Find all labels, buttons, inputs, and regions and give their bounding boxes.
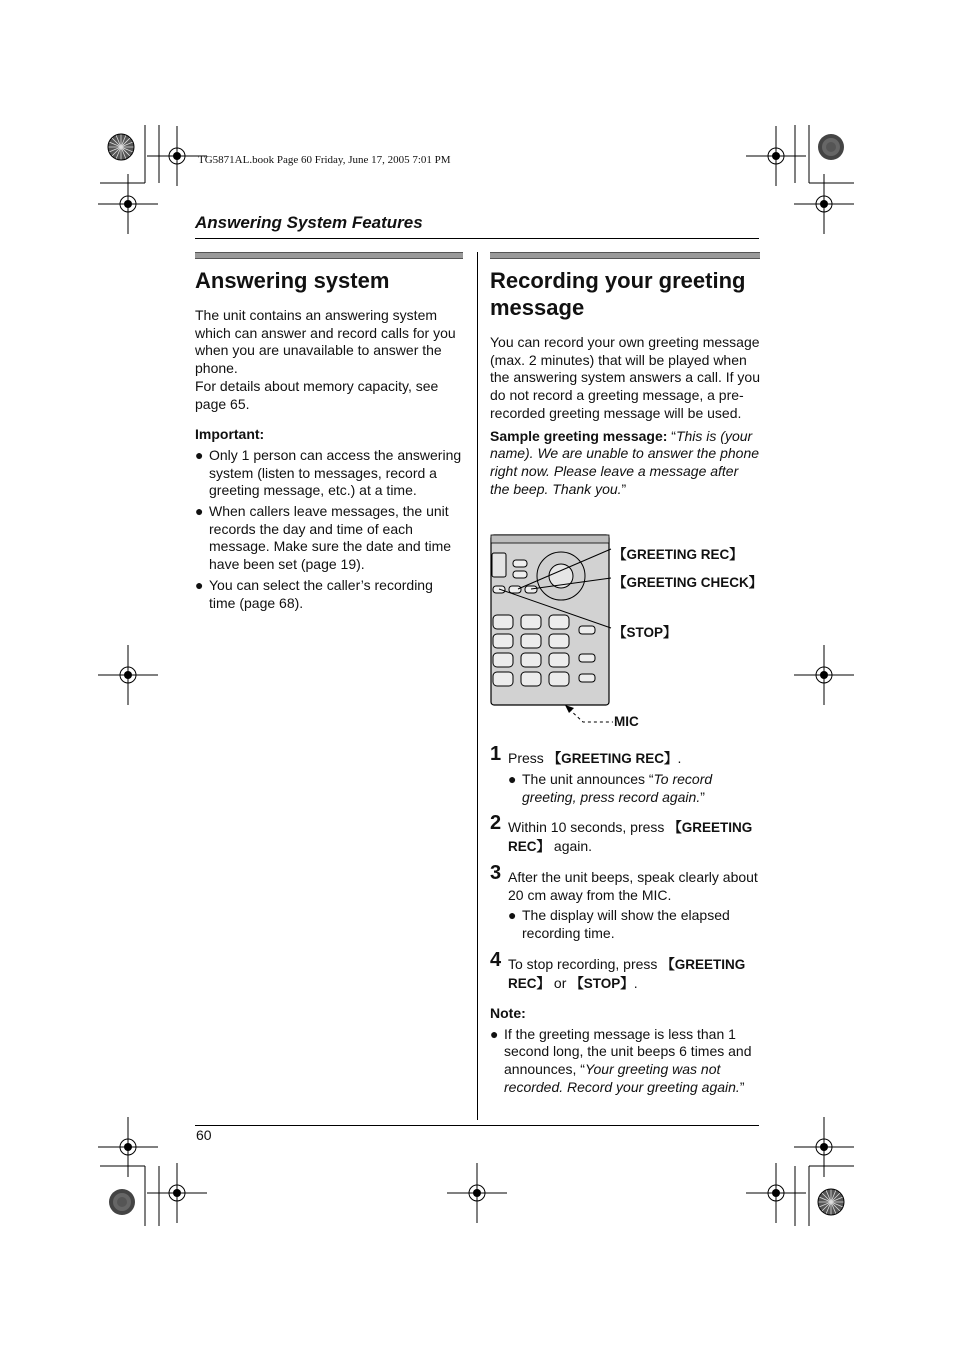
list-item: ● You can select the caller’s recording time (page 68). xyxy=(195,576,433,611)
list-item: ● The unit announces “To record greeting, press record again.” xyxy=(508,771,713,805)
right-column xyxy=(490,252,760,498)
intro-paragraph: The unit contains an answering system which can answer and record calls for you when you are unavailable to answer the phone. xyxy=(195,307,456,377)
list-item: ● When callers leave messages, the unit records the day and time of each message. Make sure the date and time have been set (page 19). xyxy=(195,503,452,573)
mic-pointer xyxy=(563,703,615,725)
answering-system-heading: Answering system xyxy=(195,268,390,293)
step-4: 4 To stop recording, press 【GREETING REC】 or 【STOP】. xyxy=(490,948,746,991)
left-column xyxy=(195,252,463,612)
phone-base-illustration xyxy=(489,533,629,718)
column-divider xyxy=(477,252,478,1120)
print-info: TG5871AL.book Page 60 Friday, June 17, 2005 7:01 PM xyxy=(198,154,451,166)
mic-label: MIC xyxy=(614,714,639,729)
step-1: 1 Press 【GREETING REC】. xyxy=(490,743,682,766)
note-label: Note: xyxy=(490,1004,526,1021)
memory-paragraph: For details about memory capacity, see page 65. xyxy=(195,377,439,412)
header-rule xyxy=(195,238,759,239)
greeting-intro: You can record your own greeting message (max. 2 minutes) that will be played when the answering system answers a call. If you do not record a greeting message, a pre-recorded greeting message will be used. xyxy=(490,334,761,421)
step-3: 3 After the unit beeps, speak clearly about 20 cm away from the MIC. xyxy=(490,862,758,904)
heading-bar xyxy=(195,252,463,259)
step-2: 2 Within 10 seconds, press 【GREETING REC】 again. xyxy=(490,812,753,855)
greeting-rec-label: 【GREETING REC】 xyxy=(613,547,743,562)
stop-label: 【STOP】 xyxy=(613,625,677,640)
list-item: ● Only 1 person can access the answering system (listen to messages, record a greeting message, etc.) at a time. xyxy=(195,446,462,499)
steps xyxy=(490,743,760,1096)
footer-rule xyxy=(195,1125,759,1126)
heading-bar xyxy=(490,252,760,259)
page-number: 60 xyxy=(196,1127,212,1143)
list-item: ● If the greeting message is less than 1 second long, the unit beeps 6 times and announces, “Your greeting was not recorded. Record your greeting again.” xyxy=(490,1025,752,1095)
sample-greeting: Sample greeting message: “This is (your name). We are unable to answer the phone right now. Please leave a message after the beep. Thank you.” xyxy=(490,427,760,497)
important-label: Important: xyxy=(195,426,265,443)
section-header: Answering System Features xyxy=(195,213,423,232)
list-item: ● The display will show the elapsed recording time. xyxy=(508,907,730,942)
recording-greeting-heading: Recording your greeting message xyxy=(490,268,746,320)
greeting-check-label: 【GREETING CHECK】 xyxy=(613,575,763,590)
